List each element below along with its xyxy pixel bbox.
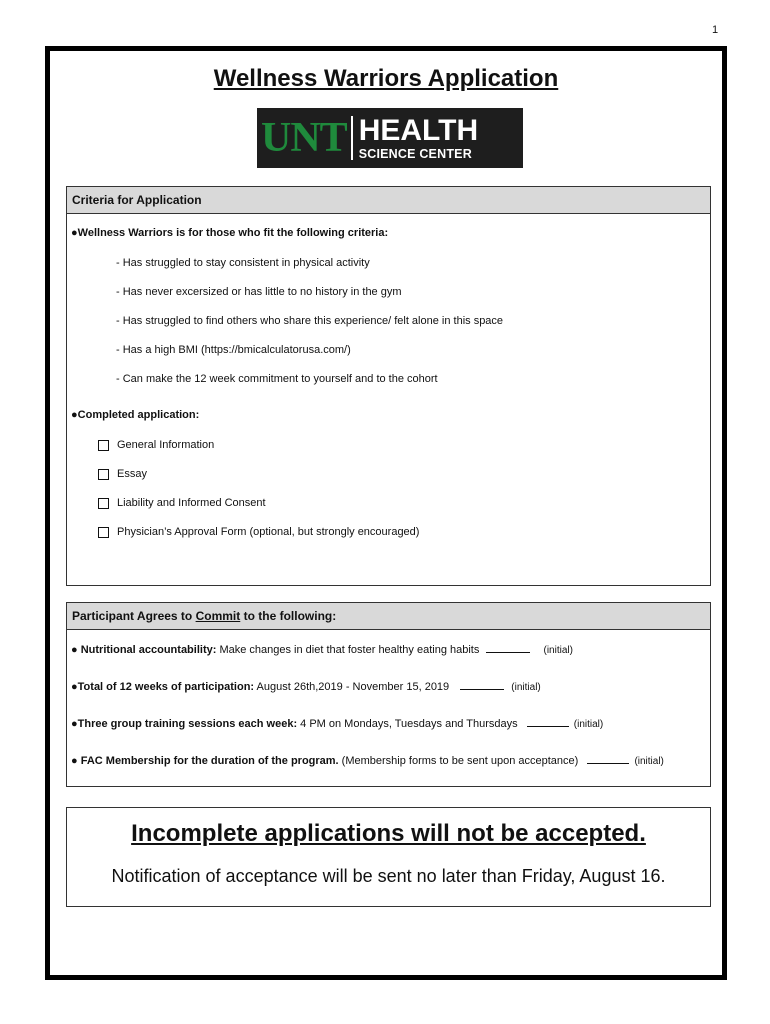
commit-item-training	[71, 717, 603, 730]
commit-item-text: Make changes in diet that foster healthy eating habits	[216, 644, 480, 656]
commit-item-title: Total of 12 weeks of participation:	[77, 681, 255, 693]
checkbox[interactable]	[98, 440, 109, 451]
notice-title: Incomplete applications will not be accepted.	[131, 820, 646, 847]
commit-item-title: Nutritional accountability:	[80, 644, 217, 656]
criteria-header: Criteria for Application	[67, 187, 710, 214]
checklist-item-general-information[interactable]	[98, 439, 214, 451]
notice-text: Notification of acceptance will be sent no later than Friday, August 16.	[111, 866, 666, 886]
checkbox[interactable]	[98, 498, 109, 509]
commit-item-fac-membership	[71, 754, 664, 767]
logo-health-text: HEALTH	[358, 113, 479, 147]
page-title: Wellness Warriors Application	[213, 65, 559, 92]
bullet-icon: ●	[71, 755, 78, 767]
logo-divider	[351, 116, 353, 160]
logo-unt-text: UNT	[261, 115, 347, 161]
criteria-section	[66, 186, 711, 586]
commitment-header-suffix: to the following:	[240, 609, 337, 623]
completed-label-text: Completed application:	[77, 409, 200, 421]
bullet-icon: ●	[71, 718, 78, 730]
criteria-item: - Has struggled to find others who share this experience/ felt alone in this space	[116, 315, 504, 327]
bullet-icon: ●	[71, 409, 78, 421]
initial-label: (initial)	[573, 719, 604, 730]
initial-blank[interactable]	[460, 680, 504, 690]
checklist-item-physician-approval[interactable]	[98, 526, 419, 538]
checklist-label: General Information	[117, 439, 215, 451]
criteria-item: - Can make the 12 week commitment to yourself and to the cohort	[116, 373, 438, 385]
checklist-label: Physician’s Approval Form (optional, but strongly encouraged)	[117, 526, 420, 538]
criteria-intro	[71, 227, 388, 239]
commitment-header	[67, 603, 710, 630]
commit-item-text: 4 PM on Mondays, Tuesdays and Thursdays	[297, 718, 518, 730]
commit-item-title: Three group training sessions each week:	[77, 718, 298, 730]
logo-science-center-text: SCIENCE CENTER	[358, 146, 472, 161]
initial-blank[interactable]	[486, 643, 530, 653]
completed-application-label	[71, 409, 199, 421]
checklist-item-essay[interactable]	[98, 468, 147, 480]
checkbox[interactable]	[98, 469, 109, 480]
unt-health-logo	[257, 108, 523, 168]
logo-right-block	[358, 113, 479, 161]
bullet-icon: ●	[71, 227, 78, 239]
criteria-item: - Has struggled to stay consistent in physical activity	[116, 257, 370, 269]
initial-label: (initial)	[543, 645, 573, 656]
initial-blank[interactable]	[587, 754, 629, 764]
commit-item-title: FAC Membership for the duration of the program.	[80, 755, 339, 767]
commitment-header-commit: Commit	[195, 609, 241, 623]
commit-item-participation	[71, 680, 541, 693]
page-number: 1	[712, 24, 719, 36]
criteria-item: - Has never excersized or has little to no history in the gym	[116, 286, 402, 298]
checklist-label: Liability and Informed Consent	[117, 497, 266, 509]
commit-item-text: (Membership forms to be sent upon acceptance)	[338, 755, 579, 767]
criteria-intro-text: Wellness Warriors is for those who fit the following criteria:	[77, 227, 389, 239]
commitment-header-prefix: Participant Agrees to	[72, 609, 196, 623]
initial-label: (initial)	[511, 682, 541, 693]
checklist-label: Essay	[117, 468, 147, 480]
criteria-item: - Has a high BMI (https://bmicalculatorusa.com/)	[116, 344, 351, 356]
bullet-icon: ●	[71, 644, 78, 656]
commitment-section	[66, 602, 711, 787]
notice-section	[66, 807, 711, 907]
bullet-icon: ●	[71, 681, 78, 693]
commit-item-text: August 26th,2019 - November 15, 2019	[254, 681, 450, 693]
initial-blank[interactable]	[527, 717, 569, 727]
checklist-item-liability[interactable]	[98, 497, 266, 509]
initial-label: (initial)	[634, 756, 664, 767]
commit-item-nutrition	[71, 643, 573, 656]
checkbox[interactable]	[98, 527, 109, 538]
form-frame	[45, 46, 727, 980]
